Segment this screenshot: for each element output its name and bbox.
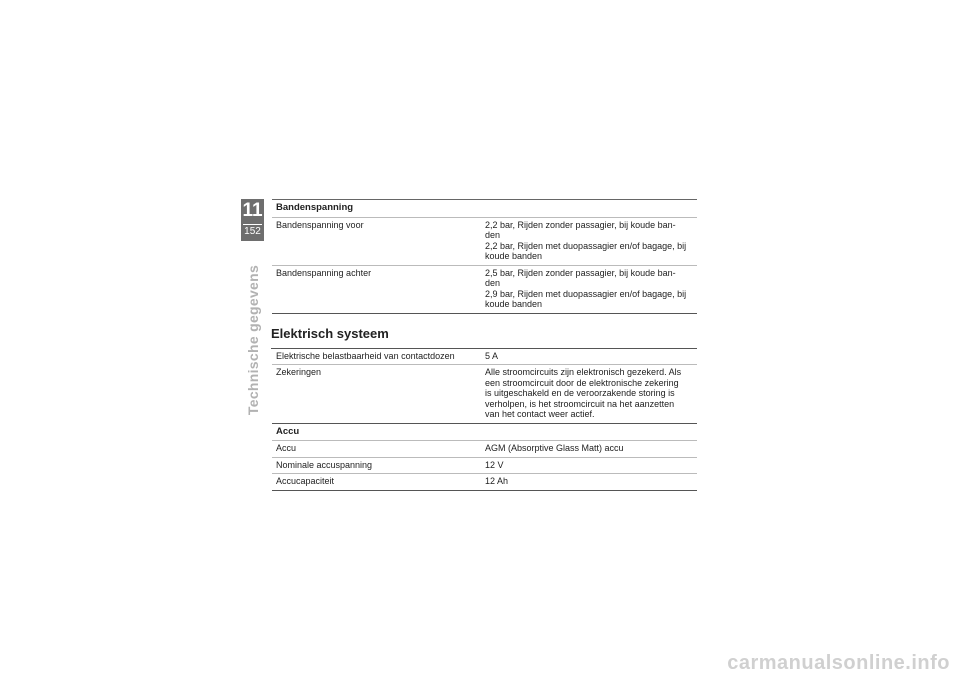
spec-label: Accucapaciteit	[276, 476, 335, 486]
value-line: 2,9 bar, Rijden met duopassagier en/of bagage, bij	[485, 288, 687, 299]
value-line: verholpen, is het stroomcircuit na het aanzetten	[485, 398, 675, 409]
value-line: 2,2 bar, Rijden zonder passagier, bij koude ban-	[485, 219, 676, 230]
spec-label: Bandenspanning achter	[276, 267, 372, 278]
page-number: 152	[244, 226, 261, 237]
spec-row-battery-type	[272, 441, 697, 458]
value-line: een stroomcircuit door de elektronische zekering	[485, 377, 679, 388]
chapter-number: 11	[242, 200, 263, 221]
spec-content	[272, 199, 697, 491]
spec-value: 12 Ah	[485, 476, 509, 486]
spec-value: AGM (Absorptive Glass Matt) accu	[485, 443, 624, 453]
electrical-section-title: Elektrisch systeem	[271, 314, 697, 349]
spec-row-rear-tire	[272, 266, 697, 314]
spec-label: Accu	[276, 443, 297, 453]
battery-heading: Accu	[272, 424, 697, 442]
chapter-tab	[241, 199, 264, 241]
spec-label: Zekeringen	[276, 367, 322, 377]
spec-value: 12 V	[485, 459, 504, 470]
spec-label: Nominale accuspanning	[276, 459, 373, 470]
spec-value	[485, 351, 697, 362]
spec-label: Elektrische belastbaarheid van contactdozen	[276, 350, 455, 361]
spec-label: Bandenspanning voor	[276, 219, 364, 230]
value-line: Alle stroomcircuits zijn elektronisch gezekerd. Als	[485, 367, 682, 377]
spec-value	[485, 220, 697, 262]
spec-row-fuses	[272, 365, 697, 424]
value-line: koude banden	[485, 251, 543, 261]
value-line: van het contact weer actief.	[485, 409, 595, 419]
value-line: den	[485, 230, 501, 240]
value-line: koude banden	[485, 299, 543, 309]
spec-row-socket-load	[272, 349, 697, 366]
spec-row-battery-voltage	[272, 458, 697, 475]
value-line: 2,2 bar, Rijden met duopassagier en/of bagage, bij	[485, 240, 687, 251]
spec-row-front-tire	[272, 218, 697, 266]
value-line: 5 A	[485, 350, 499, 361]
value-line: is uitgeschakeld en de veroorzakende storing is	[485, 388, 675, 398]
spec-value	[485, 268, 697, 310]
watermark: carmanualsonline.info	[727, 652, 950, 674]
value-line: 2,5 bar, Rijden zonder passagier, bij koude ban-	[485, 267, 676, 278]
spec-value	[485, 367, 697, 420]
spec-row-battery-capacity	[272, 474, 697, 491]
chapter-side-label: Technische gegevens	[245, 264, 261, 416]
chapter-divider	[243, 224, 262, 225]
value-line: den	[485, 278, 501, 288]
tire-pressure-heading: Bandenspanning	[272, 199, 697, 218]
